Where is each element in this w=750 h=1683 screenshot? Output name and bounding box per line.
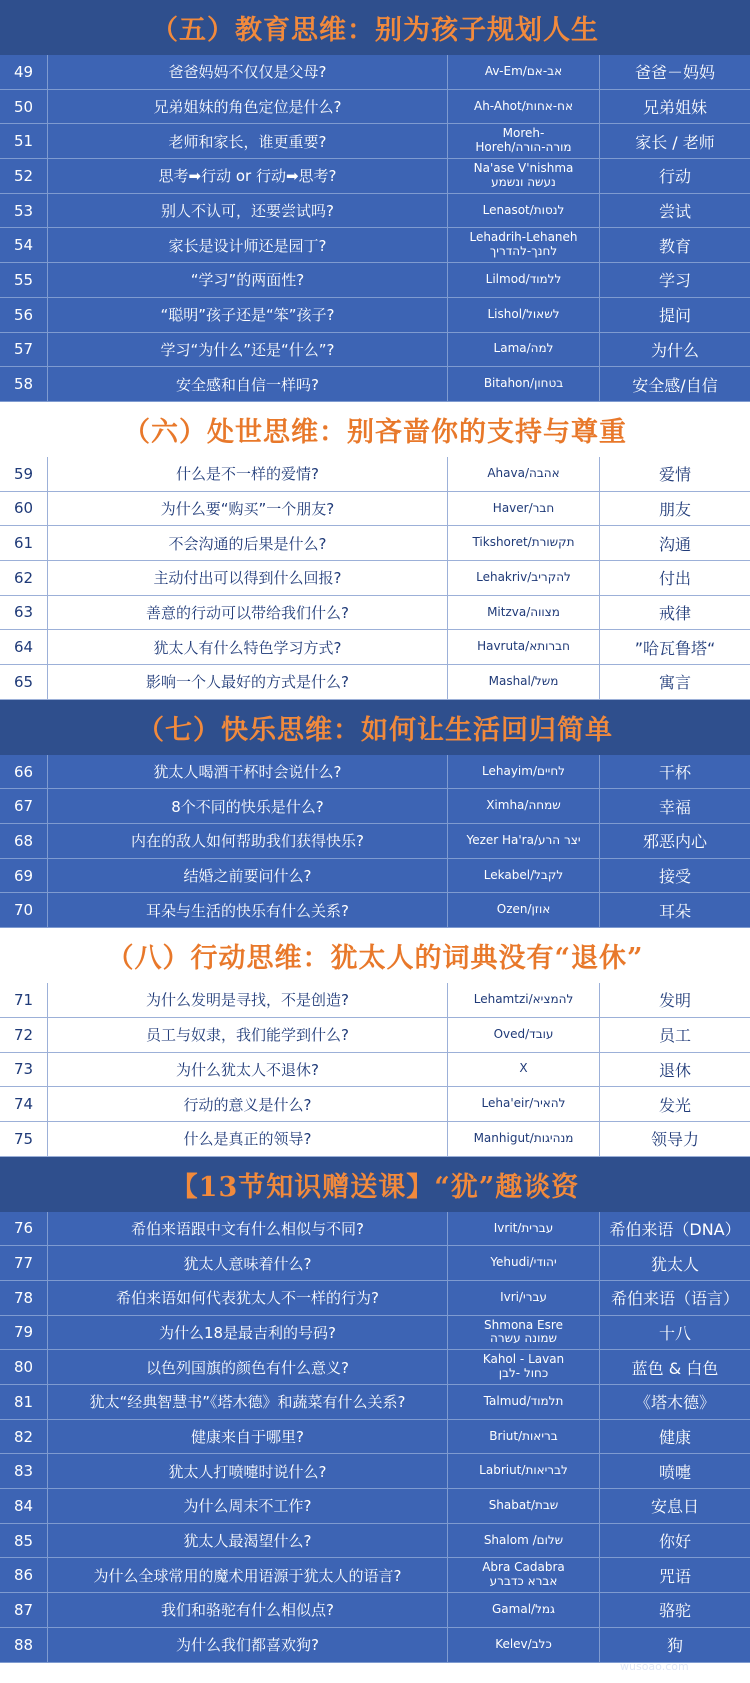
- lesson-topic: 提问: [658, 306, 691, 326]
- hebrew-term: [448, 1558, 600, 1592]
- hebrew-term: [448, 90, 600, 124]
- lesson-number: 67: [0, 789, 48, 823]
- lesson-topic: 你好: [658, 1532, 691, 1552]
- hebrew-term-line: Kahol - Lavan: [482, 1352, 565, 1367]
- table-row: [0, 526, 750, 561]
- lesson-number: 86: [0, 1558, 48, 1592]
- hebrew-term-line: Moreh-: [502, 126, 545, 141]
- hebrew-term-line: Kelev/כלב: [495, 1636, 552, 1651]
- hebrew-term-line: Mashal/משל: [488, 673, 559, 688]
- section: [0, 402, 750, 700]
- lesson-number: 74: [0, 1087, 48, 1121]
- lesson-question: 结婚之前要问什么?: [48, 859, 448, 893]
- hebrew-term-line: Na'ase V'nishma: [473, 161, 574, 176]
- lesson-question: 以色列国旗的颜色有什么意义?: [48, 1350, 448, 1384]
- section-title: 【13节知识赠送课】“犹”趣谈资: [0, 1157, 750, 1212]
- lesson-topic: 《塔木德》: [634, 1393, 715, 1413]
- table-row: [0, 1489, 750, 1524]
- lesson-question: 为什么犹太人不退休?: [48, 1053, 448, 1087]
- lesson-question: 希伯来语如何代表犹太人不一样的行为?: [48, 1281, 448, 1315]
- hebrew-term-line: Oved/עובד: [493, 1026, 554, 1041]
- table-row: [0, 1212, 750, 1247]
- hebrew-term: [448, 859, 600, 893]
- hebrew-term: [448, 492, 600, 526]
- table-row: [0, 1558, 750, 1593]
- lesson-topic: 咒语: [658, 1566, 691, 1586]
- lesson-number: 59: [0, 457, 48, 491]
- lesson-number: 77: [0, 1246, 48, 1280]
- lesson-question: 兄弟姐妹的角色定位是什么?: [48, 90, 448, 124]
- lesson-question: 犹太“经典智慧书”《塔木德》和蔬菜有什么关系?: [48, 1385, 448, 1419]
- table-row: [0, 824, 750, 859]
- lesson-topic: 戒律: [658, 603, 691, 623]
- table-row: [0, 1350, 750, 1385]
- lesson-number: 65: [0, 665, 48, 699]
- hebrew-term-line: Ximha/שמחה: [486, 798, 561, 813]
- lesson-topic: 犹太人: [650, 1254, 699, 1274]
- hebrew-term-line: Lehayim/לחיים: [482, 763, 565, 778]
- table-row: [0, 596, 750, 631]
- hebrew-term: [448, 1122, 600, 1156]
- lesson-question: 为什么我们都喜欢狗?: [48, 1628, 448, 1662]
- table-row: [0, 1385, 750, 1420]
- hebrew-term: [448, 789, 600, 823]
- lesson-number: 69: [0, 859, 48, 893]
- lesson-question: 别人不认可，还要尝试吗?: [48, 194, 448, 228]
- hebrew-term-line: Av-Em/אב-אם: [484, 63, 563, 78]
- hebrew-term: [448, 1385, 600, 1419]
- hebrew-term: [448, 1316, 600, 1350]
- lesson-question: 为什么全球常用的魔术用语源于犹太人的语言?: [48, 1558, 448, 1592]
- table-row: [0, 1524, 750, 1559]
- lesson-question: 犹太人最渴望什么?: [48, 1524, 448, 1558]
- section: [0, 700, 750, 928]
- hebrew-term: [448, 1212, 600, 1246]
- table-row: [0, 1593, 750, 1628]
- table-row: [0, 893, 750, 928]
- hebrew-term: [448, 665, 600, 699]
- lesson-number: 58: [0, 367, 48, 401]
- lesson-question: 什么是不一样的爱情?: [48, 457, 448, 491]
- hebrew-term-line: Ah-Ahot/אח-אחות: [473, 98, 573, 113]
- lesson-number: 75: [0, 1122, 48, 1156]
- hebrew-term-line: Gamal/גמל: [492, 1602, 555, 1617]
- table-row: [0, 755, 750, 790]
- lesson-number: 76: [0, 1212, 48, 1246]
- lesson-number: 64: [0, 630, 48, 664]
- table-row: [0, 1053, 750, 1088]
- lesson-topic: 领导力: [650, 1130, 699, 1150]
- lesson-question: 8个不同的快乐是什么?: [48, 789, 448, 823]
- hebrew-term-line: Shmona Esre: [484, 1317, 563, 1332]
- hebrew-term-line: נעשה ונשמע: [491, 174, 556, 189]
- lesson-number: 56: [0, 298, 48, 332]
- lesson-number: 79: [0, 1316, 48, 1350]
- hebrew-term-line: Ozen/אוזן: [496, 902, 551, 917]
- lesson-number: 57: [0, 333, 48, 367]
- hebrew-term-line: Mitzva/מצווה: [487, 604, 560, 619]
- table-row: [0, 561, 750, 596]
- table-row: [0, 665, 750, 700]
- section-title: （五）教育思维：别为孩子规划人生: [0, 0, 750, 55]
- lesson-topic: 为什么: [650, 340, 699, 360]
- hebrew-term: [448, 1087, 600, 1121]
- lesson-question: 善意的行动可以带给我们什么?: [48, 596, 448, 630]
- hebrew-term-line: Lehamtzi/להמציא: [473, 992, 574, 1007]
- lesson-topic: 朋友: [658, 499, 691, 519]
- table-row: [0, 1316, 750, 1351]
- lesson-number: 49: [0, 55, 48, 89]
- table-row: [0, 983, 750, 1018]
- lesson-number: 84: [0, 1489, 48, 1523]
- hebrew-term-line: Talmud/תלמוד: [483, 1393, 564, 1408]
- lesson-number: 53: [0, 194, 48, 228]
- lesson-number: 78: [0, 1281, 48, 1315]
- lesson-question: 行动的意义是什么?: [48, 1087, 448, 1121]
- lesson-question: “学习”的两面性?: [48, 263, 448, 297]
- table-row: [0, 55, 750, 90]
- lesson-topic: ”哈瓦鲁塔“: [634, 638, 716, 658]
- lesson-number: 82: [0, 1420, 48, 1454]
- table-row: [0, 1628, 750, 1663]
- lesson-topic: 退休: [658, 1060, 691, 1080]
- hebrew-term: [448, 596, 600, 630]
- lesson-question: “聪明”孩子还是“笨”孩子?: [48, 298, 448, 332]
- lesson-number: 60: [0, 492, 48, 526]
- lesson-number: 61: [0, 526, 48, 560]
- hebrew-term: [448, 194, 600, 228]
- hebrew-term-line: Ivri/עברי: [500, 1289, 547, 1304]
- watermark: wusoao.com: [620, 1660, 689, 1673]
- hebrew-term: [448, 228, 600, 262]
- hebrew-term: [448, 1489, 600, 1523]
- hebrew-term: [448, 55, 600, 89]
- lesson-question: 爸爸妈妈不仅仅是父母?: [48, 55, 448, 89]
- section-title: （七）快乐思维：如何让生活回归简单: [0, 700, 750, 755]
- lesson-topic: 健康: [658, 1428, 691, 1448]
- lesson-number: 81: [0, 1385, 48, 1419]
- hebrew-term-line: Lekabel/לקבל: [483, 867, 564, 882]
- lesson-topic: 行动: [658, 167, 691, 187]
- lesson-question: 犹太人喝酒干杯时会说什么?: [48, 755, 448, 789]
- lesson-question: 我们和骆驼有什么相似点?: [48, 1593, 448, 1627]
- lesson-topic: 干杯: [658, 763, 691, 783]
- hebrew-term: [448, 1053, 600, 1087]
- lesson-number: 71: [0, 983, 48, 1017]
- hebrew-term: [448, 630, 600, 664]
- hebrew-term-line: Bitahon/בטחון: [483, 376, 564, 391]
- lesson-number: 83: [0, 1454, 48, 1488]
- table-row: [0, 90, 750, 125]
- table-row: [0, 1281, 750, 1316]
- hebrew-term: [448, 1018, 600, 1052]
- hebrew-term-line: Lama/למה: [493, 341, 554, 356]
- hebrew-term: [448, 457, 600, 491]
- hebrew-term: [448, 893, 600, 927]
- hebrew-term-line: Leha'eir/להאיר: [481, 1096, 566, 1111]
- table-row: [0, 298, 750, 333]
- lesson-number: 68: [0, 824, 48, 858]
- lesson-topic: 爱情: [658, 465, 691, 485]
- lesson-topic: 幸福: [658, 797, 691, 817]
- lesson-number: 51: [0, 124, 48, 158]
- lesson-number: 88: [0, 1628, 48, 1662]
- lesson-topic: 安全感/自信: [632, 375, 718, 395]
- section: [0, 1157, 750, 1663]
- hebrew-term: [448, 526, 600, 560]
- lesson-topic: 希伯来语（DNA）: [609, 1219, 741, 1239]
- hebrew-term-line: לחנך-להדריך: [489, 244, 558, 259]
- section-title: （八）行动思维：犹太人的词典没有“退休”: [0, 928, 750, 983]
- lesson-topic: 喷嚏: [658, 1462, 691, 1482]
- lesson-topic: 付出: [658, 569, 691, 589]
- hebrew-term: [448, 159, 600, 193]
- lesson-topic: 希伯来语（语言）: [610, 1289, 739, 1309]
- hebrew-term-line: Shalom /שלום: [483, 1532, 564, 1547]
- hebrew-term-line: Lilmod/ללמוד: [485, 272, 562, 287]
- hebrew-term: [448, 1628, 600, 1662]
- section-title: （六）处世思维：别吝啬你的支持与尊重: [0, 402, 750, 457]
- lesson-question: 耳朵与生活的快乐有什么关系?: [48, 893, 448, 927]
- hebrew-term-line: Labriut/לבריאות: [479, 1463, 568, 1478]
- lesson-question: 为什么周末不工作?: [48, 1489, 448, 1523]
- hebrew-term-line: Haver/חבר: [492, 500, 555, 515]
- lesson-number: 54: [0, 228, 48, 262]
- table-row: [0, 1246, 750, 1281]
- hebrew-term: [448, 983, 600, 1017]
- table-row: [0, 630, 750, 665]
- hebrew-term-line: אברא כדברע: [489, 1574, 558, 1589]
- lesson-question: 老师和家长，谁更重要?: [48, 124, 448, 158]
- lesson-number: 63: [0, 596, 48, 630]
- hebrew-term: [448, 1524, 600, 1558]
- lesson-number: 66: [0, 755, 48, 789]
- lesson-topic: 耳朵: [658, 901, 691, 921]
- hebrew-term: [448, 1420, 600, 1454]
- lesson-number: 72: [0, 1018, 48, 1052]
- section: [0, 0, 750, 402]
- hebrew-term-line: Horeh/מורה-הורה: [475, 140, 572, 155]
- lesson-topic: 发明: [658, 991, 691, 1011]
- hebrew-term-line: Lenasot/לנסות: [482, 202, 565, 217]
- lesson-question: 学习“为什么”还是“什么”?: [48, 333, 448, 367]
- lesson-question: 为什么18是最吉利的号码?: [48, 1316, 448, 1350]
- table-row: [0, 194, 750, 229]
- lesson-topic: 安息日: [650, 1497, 699, 1517]
- lesson-number: 55: [0, 263, 48, 297]
- table-row: [0, 789, 750, 824]
- lesson-question: 思考➡行动 or 行动➡思考?: [48, 159, 448, 193]
- lesson-topic: 接受: [658, 867, 691, 887]
- lesson-topic: 骆驼: [658, 1601, 691, 1621]
- hebrew-term-line: Lishol/לשאול: [487, 306, 560, 321]
- lesson-number: 62: [0, 561, 48, 595]
- hebrew-term-line: Yehudi/יהודי: [490, 1255, 557, 1270]
- lesson-topic: 沟通: [658, 534, 691, 554]
- table-row: [0, 1087, 750, 1122]
- table-row: [0, 859, 750, 894]
- hebrew-term: [448, 367, 600, 401]
- table-row: [0, 1018, 750, 1053]
- hebrew-term: [448, 755, 600, 789]
- table-row: [0, 159, 750, 194]
- lesson-topic: 十八: [658, 1323, 691, 1343]
- table-row: [0, 367, 750, 402]
- hebrew-term: [448, 824, 600, 858]
- lesson-number: 80: [0, 1350, 48, 1384]
- hebrew-term: [448, 298, 600, 332]
- lesson-number: 73: [0, 1053, 48, 1087]
- lesson-question: 安全感和自信一样吗?: [48, 367, 448, 401]
- lesson-topic: 爸爸－妈妈: [634, 63, 715, 83]
- table-row: [0, 1122, 750, 1157]
- lesson-question: 犹太人有什么特色学习方式?: [48, 630, 448, 664]
- lesson-question: 希伯来语跟中文有什么相似与不同?: [48, 1212, 448, 1246]
- lesson-topic: 狗: [666, 1636, 683, 1656]
- lesson-question: 家长是设计师还是园丁?: [48, 228, 448, 262]
- lesson-question: 什么是真正的领导?: [48, 1122, 448, 1156]
- hebrew-term-line: כחול -לבן: [498, 1366, 549, 1381]
- table-row: [0, 228, 750, 263]
- hebrew-term-line: Abra Cadabra: [482, 1560, 565, 1575]
- table-row: [0, 457, 750, 492]
- lesson-topic: 发光: [658, 1095, 691, 1115]
- hebrew-term-line: Lehakriv/להקריב: [476, 569, 571, 584]
- table-row: [0, 263, 750, 298]
- hebrew-term-line: Tikshoret/תקשורת: [472, 535, 575, 550]
- lesson-topic: 寓言: [658, 673, 691, 693]
- lesson-question: 为什么要“购买”一个朋友?: [48, 492, 448, 526]
- hebrew-term: [448, 263, 600, 297]
- lesson-number: 85: [0, 1524, 48, 1558]
- lesson-topic: 家长 / 老师: [635, 132, 715, 152]
- table-row: [0, 1454, 750, 1489]
- lesson-number: 70: [0, 893, 48, 927]
- lesson-question: 内在的敌人如何帮助我们获得快乐?: [48, 824, 448, 858]
- lesson-question: 影响一个人最好的方式是什么?: [48, 665, 448, 699]
- hebrew-term-line: שמונה עשרה: [489, 1331, 557, 1346]
- hebrew-term: [448, 1246, 600, 1280]
- lesson-question: 犹太人打喷嚏时说什么?: [48, 1454, 448, 1488]
- hebrew-term-line: Havruta/חברותא: [477, 639, 570, 654]
- lesson-topic: 兄弟姐妹: [642, 98, 707, 118]
- lesson-topic: 教育: [658, 236, 691, 256]
- hebrew-term-line: Briut/בריאות: [489, 1428, 558, 1443]
- table-row: [0, 124, 750, 159]
- lesson-topic: 员工: [658, 1026, 691, 1046]
- hebrew-term-line: Yezer Ha'ra/יצר הרע: [466, 833, 581, 847]
- hebrew-term: [448, 1281, 600, 1315]
- lesson-topic: 蓝色 & 白色: [631, 1358, 719, 1378]
- hebrew-term: [448, 1350, 600, 1384]
- table-row: [0, 1420, 750, 1455]
- lesson-number: 87: [0, 1593, 48, 1627]
- hebrew-term: [448, 1454, 600, 1488]
- hebrew-term: [448, 333, 600, 367]
- hebrew-term-line: Ahava/אהבה: [487, 465, 560, 480]
- section: [0, 928, 750, 1156]
- table-row: [0, 492, 750, 527]
- hebrew-term-line: X: [519, 1061, 528, 1076]
- table-row: [0, 333, 750, 368]
- hebrew-term-line: Lehadrih-Lehaneh: [469, 230, 578, 245]
- lesson-question: 为什么发明是寻找，不是创造?: [48, 983, 448, 1017]
- hebrew-term: [448, 561, 600, 595]
- hebrew-term-line: Manhigut/מנהיגות: [473, 1130, 574, 1145]
- lesson-topic: 尝试: [658, 202, 691, 222]
- lesson-question: 主动付出可以得到什么回报?: [48, 561, 448, 595]
- lesson-question: 犹太人意味着什么?: [48, 1246, 448, 1280]
- lesson-question: 健康来自于哪里?: [48, 1420, 448, 1454]
- lesson-question: 员工与奴隶，我们能学到什么?: [48, 1018, 448, 1052]
- lesson-number: 50: [0, 90, 48, 124]
- hebrew-term-line: Ivrit/עברית: [493, 1220, 554, 1235]
- hebrew-term: [448, 1593, 600, 1627]
- hebrew-term: [448, 124, 600, 158]
- lesson-question: 不会沟通的后果是什么?: [48, 526, 448, 560]
- lesson-topic: 学习: [658, 271, 691, 291]
- lesson-topic: 邪恶内心: [642, 832, 707, 852]
- lesson-number: 52: [0, 159, 48, 193]
- hebrew-term-line: Shabat/שבת: [488, 1498, 559, 1512]
